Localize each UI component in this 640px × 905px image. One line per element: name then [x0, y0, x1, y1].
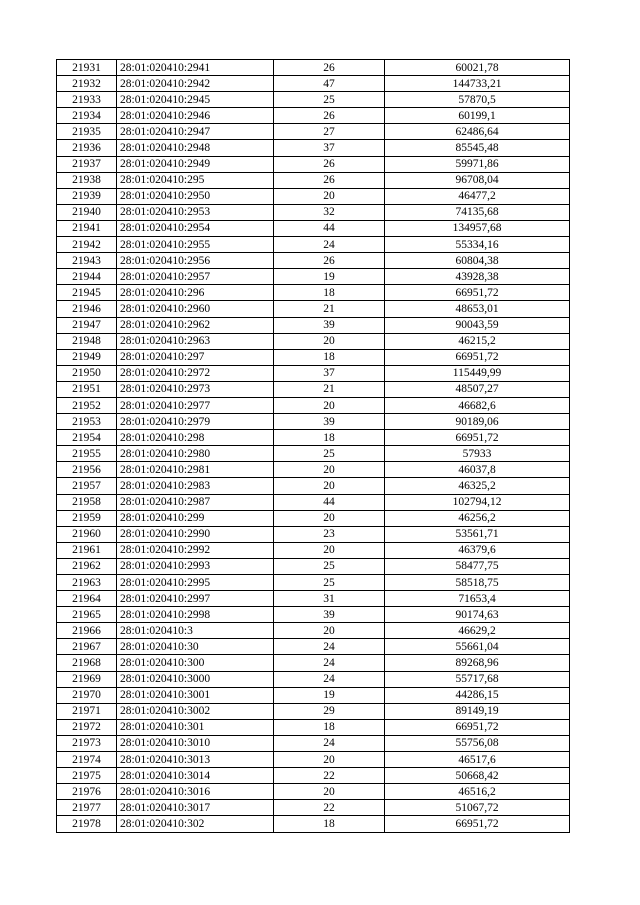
row-number-cell: 21936 [57, 140, 117, 156]
cadastral-number-cell: 28:01:020410:300 [117, 655, 274, 671]
row-number-cell: 21971 [57, 703, 117, 719]
value-cell: 48507,27 [385, 381, 570, 397]
row-number-cell: 21951 [57, 381, 117, 397]
area-cell: 20 [274, 510, 385, 526]
area-cell: 20 [274, 462, 385, 478]
value-cell: 57933 [385, 446, 570, 462]
row-number-cell: 21968 [57, 655, 117, 671]
table-row [57, 414, 570, 430]
row-number-cell: 21961 [57, 542, 117, 558]
area-cell: 20 [274, 333, 385, 349]
value-cell: 46517,6 [385, 752, 570, 768]
row-number-cell: 21958 [57, 494, 117, 510]
area-cell: 47 [274, 76, 385, 92]
table-row [57, 558, 570, 574]
row-number-cell: 21953 [57, 414, 117, 430]
table-row [57, 687, 570, 703]
cadastral-number-cell: 28:01:020410:2990 [117, 526, 274, 542]
area-cell: 39 [274, 317, 385, 333]
row-number-cell: 21964 [57, 591, 117, 607]
table-row [57, 526, 570, 542]
area-cell: 20 [274, 188, 385, 204]
area-cell: 26 [274, 172, 385, 188]
value-cell: 90043,59 [385, 317, 570, 333]
row-number-cell: 21965 [57, 607, 117, 623]
table-row [57, 735, 570, 751]
cadastral-number-cell: 28:01:020410:2942 [117, 76, 274, 92]
table-row [57, 446, 570, 462]
value-cell: 55661,04 [385, 639, 570, 655]
value-cell: 58518,75 [385, 575, 570, 591]
value-cell: 144733,21 [385, 76, 570, 92]
area-cell: 24 [274, 237, 385, 253]
cadastral-number-cell: 28:01:020410:3013 [117, 752, 274, 768]
cadastral-number-cell: 28:01:020410:2987 [117, 494, 274, 510]
table-row [57, 816, 570, 832]
value-cell: 53561,71 [385, 526, 570, 542]
area-cell: 26 [274, 253, 385, 269]
table-row [57, 253, 570, 269]
area-cell: 18 [274, 719, 385, 735]
cadastral-number-cell: 28:01:020410:2941 [117, 60, 274, 76]
area-cell: 32 [274, 204, 385, 220]
value-cell: 44286,15 [385, 687, 570, 703]
cadastral-number-cell: 28:01:020410:297 [117, 349, 274, 365]
row-number-cell: 21939 [57, 188, 117, 204]
row-number-cell: 21935 [57, 124, 117, 140]
area-cell: 39 [274, 414, 385, 430]
area-cell: 20 [274, 623, 385, 639]
area-cell: 25 [274, 446, 385, 462]
table-row [57, 92, 570, 108]
row-number-cell: 21978 [57, 816, 117, 832]
area-cell: 24 [274, 639, 385, 655]
table-row [57, 172, 570, 188]
table-row [57, 108, 570, 124]
value-cell: 60804,38 [385, 253, 570, 269]
row-number-cell: 21962 [57, 558, 117, 574]
cadastral-number-cell: 28:01:020410:3001 [117, 687, 274, 703]
table-row [57, 542, 570, 558]
row-number-cell: 21966 [57, 623, 117, 639]
cadastral-number-cell: 28:01:020410:295 [117, 172, 274, 188]
value-cell: 57870,5 [385, 92, 570, 108]
value-cell: 66951,72 [385, 285, 570, 301]
area-cell: 25 [274, 92, 385, 108]
row-number-cell: 21956 [57, 462, 117, 478]
value-cell: 90174,63 [385, 607, 570, 623]
value-cell: 89149,19 [385, 703, 570, 719]
value-cell: 50668,42 [385, 768, 570, 784]
cadastral-number-cell: 28:01:020410:2983 [117, 478, 274, 494]
area-cell: 18 [274, 816, 385, 832]
row-number-cell: 21960 [57, 526, 117, 542]
cadastral-number-cell: 28:01:020410:3000 [117, 671, 274, 687]
cadastral-number-cell: 28:01:020410:3 [117, 623, 274, 639]
table-body [57, 60, 570, 833]
area-cell: 19 [274, 269, 385, 285]
table-row [57, 349, 570, 365]
area-cell: 27 [274, 124, 385, 140]
cadastral-number-cell: 28:01:020410:2972 [117, 365, 274, 381]
cadastral-number-cell: 28:01:020410:2998 [117, 607, 274, 623]
cadastral-number-cell: 28:01:020410:3002 [117, 703, 274, 719]
row-number-cell: 21933 [57, 92, 117, 108]
row-number-cell: 21972 [57, 719, 117, 735]
table-row [57, 301, 570, 317]
row-number-cell: 21944 [57, 269, 117, 285]
value-cell: 46256,2 [385, 510, 570, 526]
cadastral-number-cell: 28:01:020410:2979 [117, 414, 274, 430]
value-cell: 46477,2 [385, 188, 570, 204]
cadastral-number-cell: 28:01:020410:2973 [117, 381, 274, 397]
cadastral-number-cell: 28:01:020410:2948 [117, 140, 274, 156]
area-cell: 24 [274, 655, 385, 671]
row-number-cell: 21943 [57, 253, 117, 269]
row-number-cell: 21955 [57, 446, 117, 462]
row-number-cell: 21947 [57, 317, 117, 333]
value-cell: 58477,75 [385, 558, 570, 574]
area-cell: 24 [274, 671, 385, 687]
value-cell: 60021,78 [385, 60, 570, 76]
table-row [57, 784, 570, 800]
cadastral-number-cell: 28:01:020410:2997 [117, 591, 274, 607]
value-cell: 55334,16 [385, 237, 570, 253]
table-row [57, 623, 570, 639]
table-row [57, 365, 570, 381]
table-row [57, 607, 570, 623]
table-row [57, 671, 570, 687]
value-cell: 85545,48 [385, 140, 570, 156]
row-number-cell: 21957 [57, 478, 117, 494]
cadastral-number-cell: 28:01:020410:2995 [117, 575, 274, 591]
row-number-cell: 21976 [57, 784, 117, 800]
value-cell: 51067,72 [385, 800, 570, 816]
table-row [57, 494, 570, 510]
table-row [57, 800, 570, 816]
area-cell: 20 [274, 752, 385, 768]
area-cell: 26 [274, 60, 385, 76]
row-number-cell: 21945 [57, 285, 117, 301]
row-number-cell: 21938 [57, 172, 117, 188]
value-cell: 46629,2 [385, 623, 570, 639]
area-cell: 20 [274, 542, 385, 558]
row-number-cell: 21970 [57, 687, 117, 703]
area-cell: 26 [274, 108, 385, 124]
row-number-cell: 21963 [57, 575, 117, 591]
area-cell: 24 [274, 735, 385, 751]
table-row [57, 204, 570, 220]
cadastral-number-cell: 28:01:020410:2945 [117, 92, 274, 108]
cadastral-number-cell: 28:01:020410:3014 [117, 768, 274, 784]
cadastral-number-cell: 28:01:020410:2962 [117, 317, 274, 333]
value-cell: 48653,01 [385, 301, 570, 317]
area-cell: 22 [274, 800, 385, 816]
row-number-cell: 21941 [57, 220, 117, 236]
value-cell: 66951,72 [385, 719, 570, 735]
cadastral-number-cell: 28:01:020410:2992 [117, 542, 274, 558]
row-number-cell: 21946 [57, 301, 117, 317]
row-number-cell: 21931 [57, 60, 117, 76]
value-cell: 134957,68 [385, 220, 570, 236]
cadastral-number-cell: 28:01:020410:2946 [117, 108, 274, 124]
table-row [57, 220, 570, 236]
table-row [57, 381, 570, 397]
table-row [57, 269, 570, 285]
area-cell: 26 [274, 156, 385, 172]
value-cell: 46379,6 [385, 542, 570, 558]
cadastral-number-cell: 28:01:020410:2980 [117, 446, 274, 462]
cadastral-number-cell: 28:01:020410:2947 [117, 124, 274, 140]
table-row [57, 285, 570, 301]
row-number-cell: 21974 [57, 752, 117, 768]
row-number-cell: 21952 [57, 397, 117, 413]
cadastral-number-cell: 28:01:020410:3017 [117, 800, 274, 816]
cadastral-number-cell: 28:01:020410:2957 [117, 269, 274, 285]
value-cell: 46037,8 [385, 462, 570, 478]
cadastral-number-cell: 28:01:020410:301 [117, 719, 274, 735]
area-cell: 31 [274, 591, 385, 607]
table-row [57, 639, 570, 655]
table-row [57, 655, 570, 671]
cadastral-number-cell: 28:01:020410:3010 [117, 735, 274, 751]
table-row [57, 140, 570, 156]
area-cell: 20 [274, 478, 385, 494]
row-number-cell: 21975 [57, 768, 117, 784]
table-row [57, 430, 570, 446]
cadastral-number-cell: 28:01:020410:2993 [117, 558, 274, 574]
value-cell: 43928,38 [385, 269, 570, 285]
table-row [57, 333, 570, 349]
area-cell: 20 [274, 397, 385, 413]
area-cell: 18 [274, 349, 385, 365]
cadastral-number-cell: 28:01:020410:2963 [117, 333, 274, 349]
row-number-cell: 21942 [57, 237, 117, 253]
value-cell: 66951,72 [385, 816, 570, 832]
cadastral-number-cell: 28:01:020410:2949 [117, 156, 274, 172]
value-cell: 74135,68 [385, 204, 570, 220]
value-cell: 46215,2 [385, 333, 570, 349]
cadastral-table [56, 59, 570, 833]
table-row [57, 462, 570, 478]
table-row [57, 60, 570, 76]
cadastral-number-cell: 28:01:020410:299 [117, 510, 274, 526]
table-row [57, 478, 570, 494]
cadastral-number-cell: 28:01:020410:2954 [117, 220, 274, 236]
row-number-cell: 21959 [57, 510, 117, 526]
row-number-cell: 21967 [57, 639, 117, 655]
row-number-cell: 21937 [57, 156, 117, 172]
cadastral-number-cell: 28:01:020410:2960 [117, 301, 274, 317]
row-number-cell: 21949 [57, 349, 117, 365]
cadastral-number-cell: 28:01:020410:2977 [117, 397, 274, 413]
table-row [57, 575, 570, 591]
table-row [57, 188, 570, 204]
table-row [57, 397, 570, 413]
table-row [57, 703, 570, 719]
area-cell: 37 [274, 140, 385, 156]
table-row [57, 317, 570, 333]
table-row [57, 124, 570, 140]
area-cell: 23 [274, 526, 385, 542]
table-row [57, 510, 570, 526]
area-cell: 20 [274, 784, 385, 800]
area-cell: 25 [274, 575, 385, 591]
value-cell: 60199,1 [385, 108, 570, 124]
area-cell: 22 [274, 768, 385, 784]
row-number-cell: 21932 [57, 76, 117, 92]
cadastral-number-cell: 28:01:020410:2953 [117, 204, 274, 220]
area-cell: 21 [274, 301, 385, 317]
area-cell: 44 [274, 494, 385, 510]
value-cell: 102794,12 [385, 494, 570, 510]
value-cell: 55756,08 [385, 735, 570, 751]
row-number-cell: 21950 [57, 365, 117, 381]
row-number-cell: 21934 [57, 108, 117, 124]
value-cell: 62486,64 [385, 124, 570, 140]
table-row [57, 719, 570, 735]
area-cell: 37 [274, 365, 385, 381]
table-row [57, 752, 570, 768]
area-cell: 19 [274, 687, 385, 703]
value-cell: 96708,04 [385, 172, 570, 188]
value-cell: 89268,96 [385, 655, 570, 671]
area-cell: 25 [274, 558, 385, 574]
value-cell: 55717,68 [385, 671, 570, 687]
table-row [57, 591, 570, 607]
cadastral-number-cell: 28:01:020410:296 [117, 285, 274, 301]
cadastral-number-cell: 28:01:020410:302 [117, 816, 274, 832]
table-row [57, 156, 570, 172]
cadastral-number-cell: 28:01:020410:298 [117, 430, 274, 446]
value-cell: 66951,72 [385, 430, 570, 446]
row-number-cell: 21954 [57, 430, 117, 446]
value-cell: 46325,2 [385, 478, 570, 494]
area-cell: 44 [274, 220, 385, 236]
row-number-cell: 21940 [57, 204, 117, 220]
table-row [57, 768, 570, 784]
table-row [57, 237, 570, 253]
area-cell: 18 [274, 285, 385, 301]
row-number-cell: 21973 [57, 735, 117, 751]
table-row [57, 76, 570, 92]
cadastral-number-cell: 28:01:020410:2950 [117, 188, 274, 204]
row-number-cell: 21977 [57, 800, 117, 816]
value-cell: 46516,2 [385, 784, 570, 800]
cadastral-number-cell: 28:01:020410:3016 [117, 784, 274, 800]
row-number-cell: 21969 [57, 671, 117, 687]
value-cell: 46682,6 [385, 397, 570, 413]
value-cell: 66951,72 [385, 349, 570, 365]
area-cell: 21 [274, 381, 385, 397]
cadastral-number-cell: 28:01:020410:2981 [117, 462, 274, 478]
value-cell: 115449,99 [385, 365, 570, 381]
area-cell: 39 [274, 607, 385, 623]
cadastral-number-cell: 28:01:020410:30 [117, 639, 274, 655]
cadastral-number-cell: 28:01:020410:2955 [117, 237, 274, 253]
row-number-cell: 21948 [57, 333, 117, 349]
value-cell: 90189,06 [385, 414, 570, 430]
cadastral-number-cell: 28:01:020410:2956 [117, 253, 274, 269]
area-cell: 29 [274, 703, 385, 719]
value-cell: 71653,4 [385, 591, 570, 607]
value-cell: 59971,86 [385, 156, 570, 172]
area-cell: 18 [274, 430, 385, 446]
